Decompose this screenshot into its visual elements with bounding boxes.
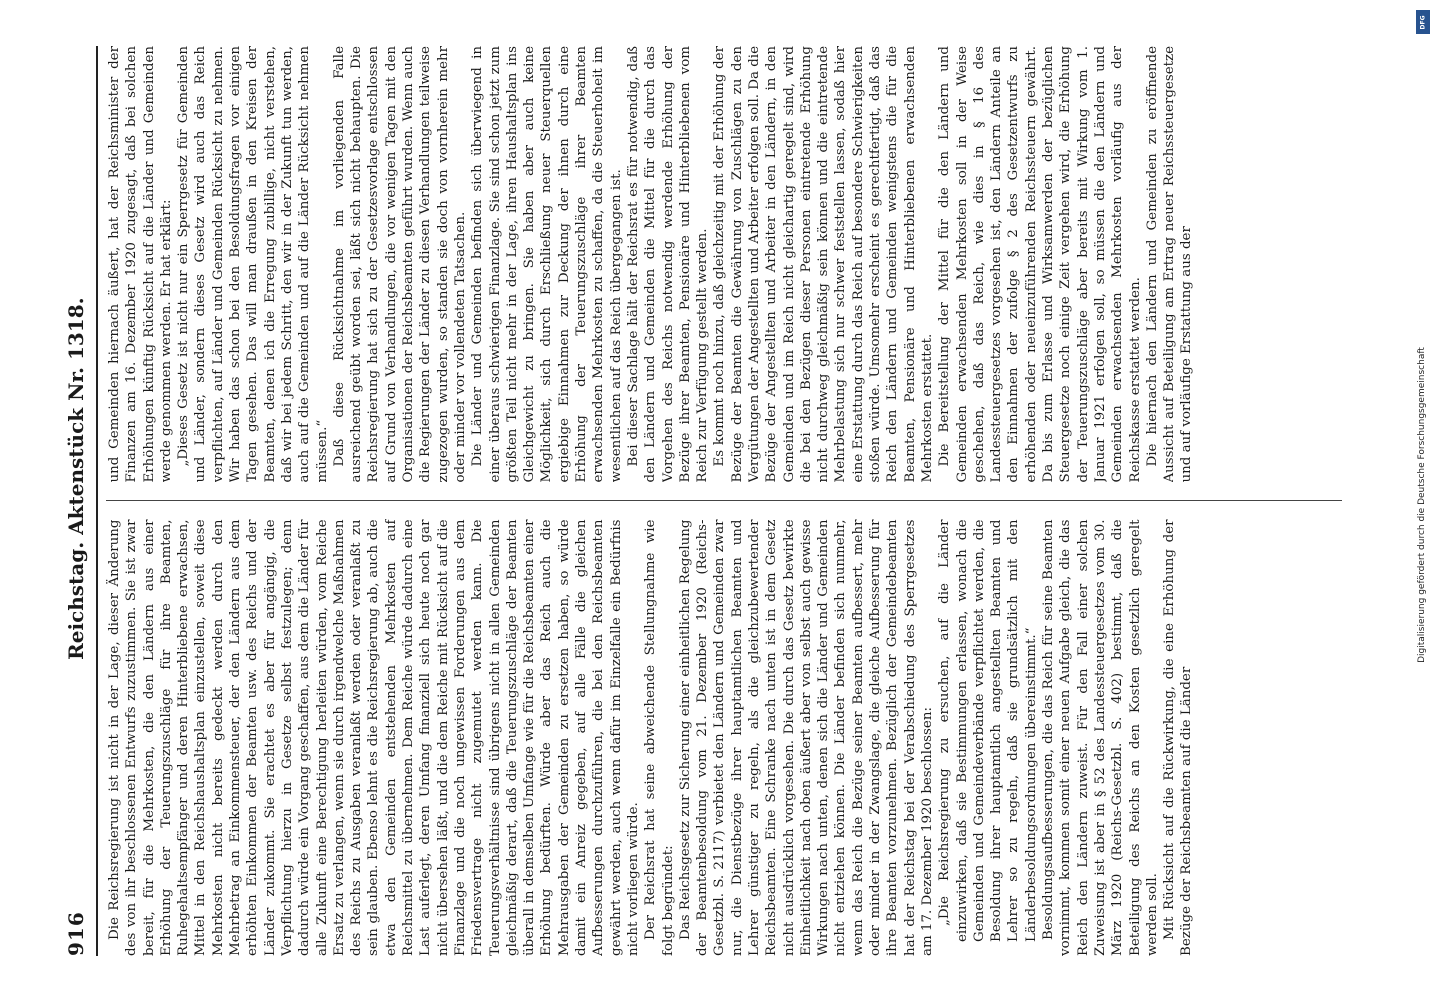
paragraph: Es kommt noch hinzu, daß gleichzeitig mit der Erhöhung der Bezüge der Beamten die Gewährung von Zuschlägen zu den Vergütungen der Angestellten und Arbeiter erfolgen soll. Da die Bezüge der Angestellten und Arbeiter in den Ländern, in den Gemeinden und im Reich nicht gleichartig geregelt sind, wird die bei den Bezügen dieser Personen eintretende Erhöhung nicht durchweg gleichmäßig sein können und die eintretende Mehrbelastung sich nur schwer feststellen lassen, sodaß hier eine Erstattung durch das Reich auf besondere Schwierigkeiten stoßen würde. Umsomehr erscheint es gerechtfertigt, daß das Reich den Ländern und Gemeinden wenigstens die für die Beamten, Pensionäre und Hinterbliebenen erwachsenden Mehrkosten erstattet.: [712, 46, 935, 483]
paragraph: Die Bereitstellung der Mittel für die den Ländern und Gemeinden erwachsenden Mehrkosten soll in der Weise geschehen, daß das Reich, wie dies in § 16 des Landessteuergesetzes vorgesehen ist, den Ländern Anteile an den Einnahmen der zufolge § 2 des Gesetzentwurfs zu erhöhenden oder neueinzuführenden Reichssteuern gewährt. Da bis zum Erlasse und Wirksamwerden der bezüglichen Steuergesetze noch einige Zeit vergehen wird, die Erhöhung der Teuerungszuschläge aber bereits mit Wirkung vom 1. Januar 1921 erfolgen soll, so müssen die den Ländern und Gemeinden erwachsenden Mehrkosten vorläufig aus der Reichskasse erstattet werden.: [937, 46, 1143, 483]
paragraph: Die hiernach den Ländern und Gemeinden zu eröffnende Aussicht auf Beteiligung am Ertrag neuer Reichssteuergesetze und auf vorläufige Erstattung aus der: [1144, 46, 1195, 483]
rotated-page-content: [58, 46, 1342, 956]
text-columns: [106, 46, 1342, 956]
digitization-note-text: Digitalisierung gefördert durch die Deutsche Forschungsgemeinschaft: [1417, 347, 1427, 663]
paragraph: Bei dieser Sachlage hält der Reichsrat es für notwendig, daß den Ländern und Gemeinden die Mittel für die durch das Vorgehen des Reichs notwendig werdende Erhöhung der Bezüge ihrer Beamten, Pensionäre und Hinterbliebenen vom Reich zur Verfügung gestellt werden.: [625, 46, 711, 483]
paragraph: Besoldungsaufbesserungen, die das Reich für seine Beamten vornimmt, kommen somit einer neuen Aufgabe gleich, die das Reich den Ländern zuweist. Für den Fall einer solchen Zuweisung ist aber in § 52 des Landessteuergesetzes vom 30. März 1920 (Reichs-Gesetzbl. S. 402) bestimmt, daß die Beteiligung des Reichs an den Kosten gesetzlich geregelt werden soll.: [1041, 519, 1160, 956]
right-column: [106, 46, 1342, 483]
paragraph: Mit Rücksicht auf die Rückwirkung, die eine Erhöhung der Bezüge der Reichsbeamten auf die Länder: [1162, 519, 1195, 956]
quoted-paragraph: „Die Reichsregierung zu ersuchen, auf die Länder einzuwirken, daß sie Bestimmungen erlassen, wonach die Gemeinden und Gemeindeverbände verpflichtet werden, die Besoldung ihrer hauptamtlich angestellten Beamten und Lehrer so zu regeln, daß sie grundsätzlich mit den Länderbesoldungsordnungen übereinstimmt.“: [937, 519, 1039, 942]
paragraph: Die Länder und Gemeinden befinden sich überwiegend in einer überaus schwierigen Finanzlage. Sie sind schon jetzt zum größten Teil nicht mehr in der Lage, ihren Haushaltsplan ins Gleichgewicht zu bringen. Sie haben aber auch keine Möglichkeit, sich durch Erschließung neuer Steuerquellen ergiebige Einnahmen zur Deckung der ihnen durch eine Erhöhung der Teuerungszuschläge ihrer Beamten erwachsenden Mehrkosten zu schaffen, da die Steuerhoheit im wesentlichen auf das Reich übergegangen ist.: [470, 46, 624, 483]
page-header: [58, 46, 94, 956]
page-number: 916: [64, 911, 88, 956]
paragraph: Daß diese Rücksichtnahme im vorliegenden Falle ausreichend geübt worden sei, läßt sich nicht behaupten. Die Reichsregierung hat sich zu der Gesetzesvorlage entschlossen auf Grund von Verhandlungen, die vor wenigen Tagen mit den Organisationen der Reichsbeamten geführt wurden. Wenn auch die Regierungen der Länder zu diesen Verhandlungen teilweise zugezogen wurden, so standen sie doch von vornherein mehr oder minder vor vollendeten Tatsachen.: [331, 46, 468, 483]
document-page: [58, 46, 1342, 956]
paragraph: Die Reichsregierung ist nicht in der Lage, dieser Änderung des von ihr beschlossenen Entwurfs zuzustimmen. Sie ist zwar bereit, für die Mehrkosten, die den Ländern aus einer Erhöhung der Teuerungszuschläge für ihre Beamten, Ruhegehaltsempfänger und deren Hinterbliebene erwachsen, Mittel in den Reichshaushaltsplan einzustellen, soweit diese Mehrkosten nicht bereits gedeckt werden durch den Mehrbetrag an Einkommensteuer, der den Ländern aus dem erhöhten Einkommen der Beamten usw. des Reichs und der Länder zukommt. Sie erachtet es aber für angängig, die Verpflichtung hierzu in Gesetze selbst festzulegen; denn dadurch würde ein Vorgang geschaffen, aus dem die Länder für alle Zukunft eine Berechtigung herleiten würden, vom Reiche Ersatz zu verlangen, wenn sie durch irgendwelche Maßnahmen des Reichs zu Ausgaben veranlaßt werden oder veranlaßt zu sein glauben. Ebenso lehnt es die Reichsregierung ab, auch die etwa den Gemeinden entstehenden Mehrkosten auf Reichsmittel zu übernehmen. Dem Reiche würde dadurch eine Last auferlegt, deren Umfang finanziell sich heute noch gar nicht übersehen läßt, und die dem Reiche mit Rücksicht auf die Finanzlage und die noch ungewissen Forderungen aus dem Friedensvertrage nicht zugemutet werden kann. Die Teuerungsverhältnisse sind übrigens nicht in allen Gemeinden gleichmäßig derart, daß die Teuerungszuschläge der Beamten überall in demselben Umfange wie für die Reichsbeamten einer Erhöhung bedürften. Würde aber das Reich auch die Mehrausgaben der Gemeinden zu ersetzen haben, so würde damit ein Anreiz gegeben, auf alle Fälle die gleichen Aufbesserungen durchzuführen, die bei den Reichsbeamten gewährt werden, auch wenn dafür im Einzelfalle ein Bedürfnis nicht vorliegen würde.: [107, 519, 641, 956]
quoted-paragraph: „Dieses Gesetz ist nicht nur ein Sperrgesetz für Gemeinden und Länder, sondern dieses Gesetz wird auch das Reich verpflichten, auf Länder und Gemeinden Rücksicht zu nehmen. Wir haben das schon bei den Besoldungsfragen vor einigen Tagen gesehen. Das will man draußen in den Kreisen der Beamten, denen ich die Erregung zubillige, nicht verstehen, daß wir bei jedem Schritt, den wir in der Zukunft tun werden, auch auf die Gemeinden und auf die Länder Rücksicht nehmen müssen.“: [176, 46, 330, 483]
paragraph: und Gemeinden hiernach äußert, hat der Reichsminister der Finanzen am 16. Dezember 1920 zugesagt, daß bei solchen Erhöhungen künftig Rücksicht auf die Länder und Gemeinden werde genommen werden. Er hat erklärt:: [107, 46, 174, 483]
column-divider: [106, 501, 1342, 502]
digitization-note: [1412, 10, 1432, 1000]
left-column: [106, 520, 1342, 957]
paragraph: Das Reichsgesetz zur Sicherung einer einheitlichen Regelung der Beamtenbesoldung vom 21. Dezember 1920 (Reichs-Gesetzbl. S. 2117) verbietet den Ländern und Gemeinden zwar nur, die Dienstbezüge ihrer hauptamtlichen Beamten und Lehrer günstiger zu regeln, als die gleichzubewertender Reichsbeamten. Eine Schranke nach unten ist in dem Gesetz nicht ausdrücklich vorgesehen. Die durch das Gesetz bewirkte Einheitlichkeit nach oben äußert aber von selbst auch gewisse Wirkungen nach unten, denen sich die Länder und Gemeinden nicht entziehen können. Die Länder befinden sich nunmehr, wenn das Reich die Bezüge seiner Beamten aufbessert, mehr oder minder in der Zwangslage, die gleiche Aufbesserung für ihre Beamten vorzunehmen. Bezüglich der Gemeindebeamten hat der Reichstag bei der Verabschiedung des Sperrgesetzes am 17. Dezember 1920 beschlossen:: [677, 519, 935, 956]
header-rule: [96, 46, 98, 956]
dfg-logo-text: DFG: [1419, 14, 1427, 30]
running-title: Reichstag. Aktenstück Nr. 1318.: [64, 297, 88, 660]
paragraph: Der Reichsrat hat seine abweichende Stellungnahme wie folgt begründet:: [643, 519, 676, 956]
